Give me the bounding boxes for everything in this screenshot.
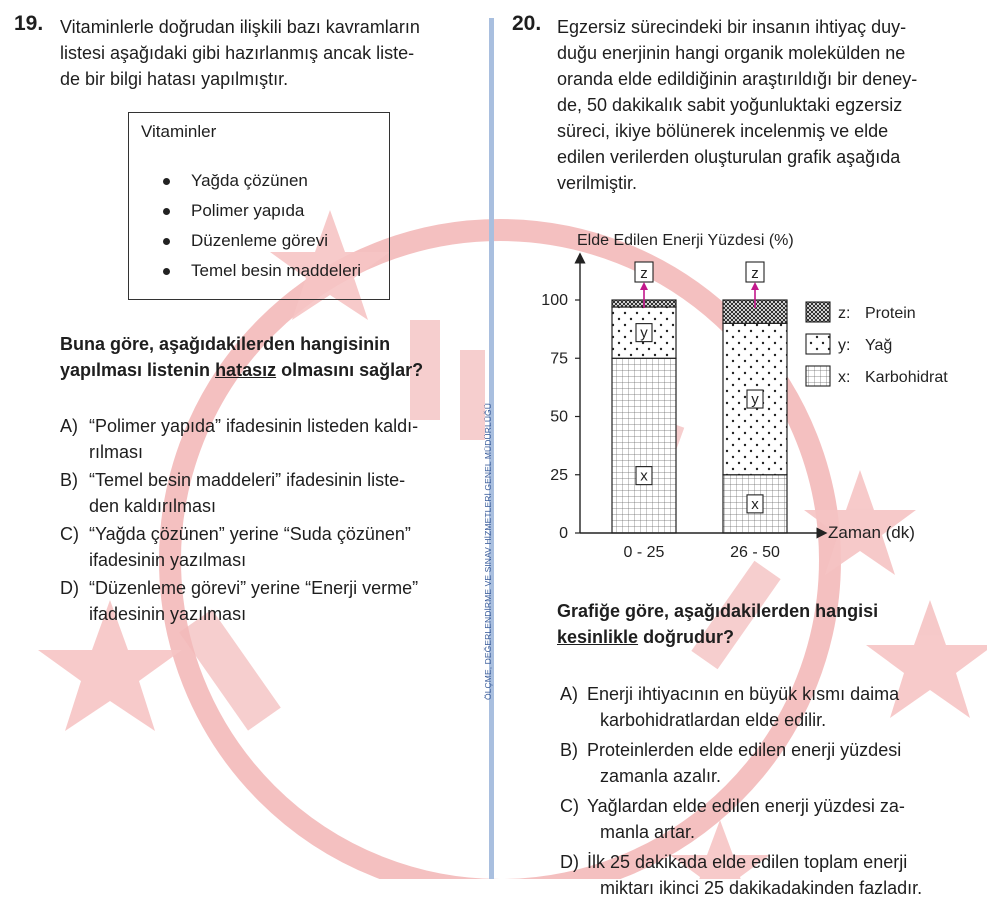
legend-label: Yağ (865, 337, 893, 354)
legend-key: z: (838, 305, 851, 322)
q20-option-b[interactable]: B) Proteinlerden elde edilen enerji yüzdesi zamanla azalır. (560, 740, 902, 786)
bar-letter: y (640, 324, 648, 342)
y-tick-label: 0 (559, 525, 568, 542)
q20-question-line: kesinlikle doğrudur? (557, 627, 735, 647)
vitamin-box-title: Vitaminler (141, 122, 217, 141)
q20-stem-line: süreci, ikiye bölünerek incelenmiş ve elde (557, 121, 889, 141)
chart-ticks (541, 292, 580, 542)
bar-segment-karbohidrat (612, 358, 676, 533)
q19-question-underlined: hatasız (215, 360, 277, 380)
y-tick-label: 25 (550, 466, 568, 484)
bar-letter: z (640, 265, 648, 282)
q20-number: 20. (512, 12, 542, 35)
publisher-side-text: ÖLÇME, DEĞERLENDİRME VE SINAV HİZMETLERİ GENEL MÜDÜRLÜĞÜ (483, 402, 493, 700)
bullet-icon (163, 178, 170, 185)
legend-label: Protein (865, 305, 916, 322)
q20-option-c[interactable]: C) Yağlardan elde edilen enerji yüzdesi za- manla artar. (560, 796, 905, 842)
bar-letter: x (640, 467, 648, 485)
q20-question-line: Grafiğe göre, aşağıdakilerden hangisi (557, 601, 879, 621)
bar-letter: z (751, 265, 759, 282)
q20-options (560, 681, 980, 905)
q20-question (557, 598, 878, 650)
q19-stem-line: listesi aşağıdaki gibi hazırlanmış ancak liste- (60, 43, 415, 63)
legend-swatch-karbohidrat (806, 366, 830, 386)
q20-option-a[interactable]: A) Enerji ihtiyacının en büyük kısmı daima karbohidratlardan elde edilir. (560, 684, 900, 730)
legend-key: x: (838, 369, 851, 386)
bullet-icon (163, 208, 170, 215)
energy-chart (520, 220, 980, 565)
q20-stem-line: de, 50 dakikalık sabit yoğunluktaki egzersiz (557, 95, 903, 115)
q20-stem-line: Egzersiz sürecindeki bir insanın ihtiyaç duy- (557, 17, 907, 37)
chart-legend (806, 302, 948, 386)
bar-letter: y (751, 391, 759, 409)
q19-option-a[interactable]: A) “Polimer yapıda” ifadesinin listeden kaldı- rılması (60, 416, 419, 462)
x-axis-label: Zaman (dk) (828, 523, 915, 542)
q19-option-c[interactable]: C) “Yağda çözünen” yerine “Suda çözünen” ifadesinin yazılması (60, 524, 411, 570)
bullet-icon (163, 238, 170, 245)
bullet-icon (163, 268, 170, 275)
legend-label: Karbohidrat (865, 369, 948, 386)
arrow-head-icon (751, 282, 759, 290)
q19-question (60, 331, 423, 383)
q20-stem-line: duğu enerjinin hangi organik molekülden ne (557, 43, 906, 63)
q19-option-d[interactable]: D) “Düzenleme görevi” yerine “Enerji verme” ifadesinin yazılması (60, 578, 419, 624)
q19-option-b[interactable]: B) “Temel besin maddeleri” ifadesinin liste- den kaldırılması (60, 470, 406, 516)
q19-question-line: yapılması listenin hatasız olmasını sağlar? (60, 360, 424, 380)
q20-stem (557, 14, 917, 196)
q20-stem-line: oranda elde edildiğinin araştırıldığı bir deney- (557, 69, 918, 89)
y-tick-label: 100 (541, 292, 568, 309)
q20-stem-line: edilen verilerden oluşturulan grafik aşağıda (557, 147, 901, 167)
arrow-head-icon (640, 282, 648, 290)
x-tick-label: 0 - 25 (623, 544, 665, 561)
legend-swatch-yağ (806, 334, 830, 354)
q19-stem (60, 14, 420, 92)
q20-stem-line: verilmiştir. (557, 173, 637, 193)
legend-key: y: (838, 337, 851, 354)
q19-options (60, 413, 480, 629)
y-tick-label: 75 (550, 350, 568, 368)
q19-number: 19. (14, 12, 44, 35)
q19-stem-line: de bir bilgi hatası yapılmıştır. (60, 69, 289, 89)
q20-question-underlined: kesinlikle (557, 627, 639, 647)
y-tick-label: 50 (550, 408, 568, 426)
q19-question-line: Buna göre, aşağıdakilerden hangisinin (60, 334, 391, 354)
y-axis-label: Elde Edilen Enerji Yüzdesi (%) (577, 232, 794, 249)
bar-letter: x (751, 495, 759, 513)
q19-stem-line: Vitaminlerle doğrudan ilişkili bazı kavramların (60, 17, 420, 37)
x-tick-label: 26 - 50 (730, 544, 780, 561)
q20-option-d[interactable]: D) İlk 25 dakikada elde edilen toplam enerji miktarı ikinci 25 dakikadakinden fazladır. (560, 852, 923, 898)
chart-bars (612, 262, 787, 561)
legend-swatch-protein (806, 302, 830, 322)
